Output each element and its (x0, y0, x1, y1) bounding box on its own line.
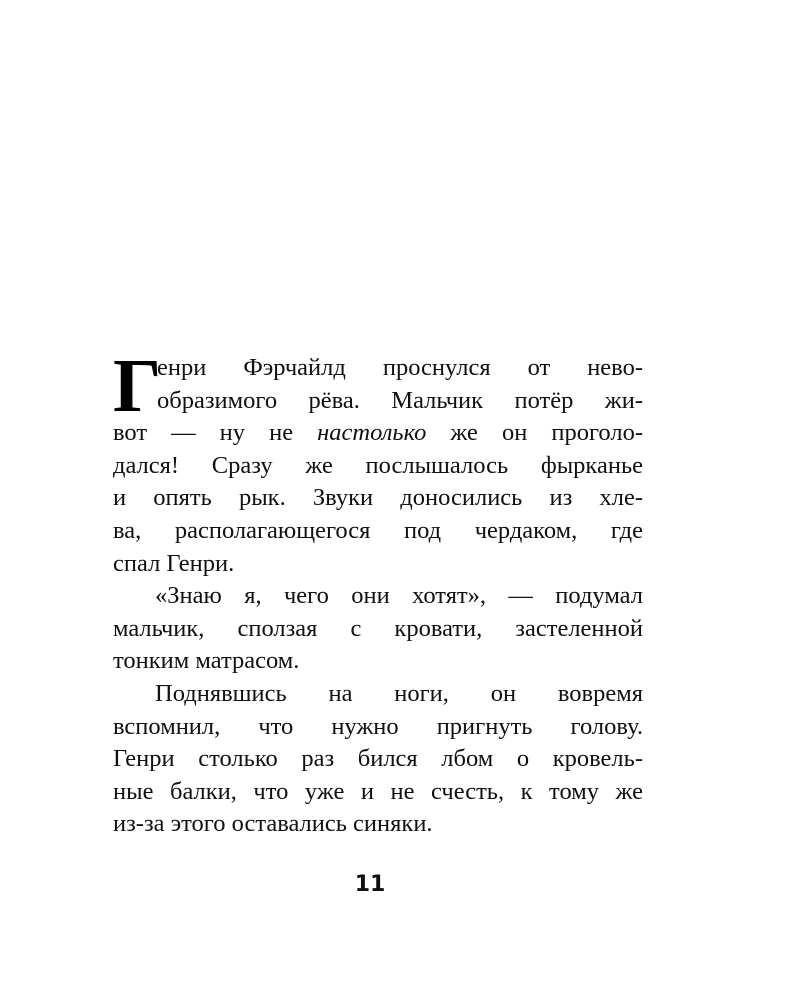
text-segment: же он проголо- (426, 419, 643, 447)
text-line: и опять рык. Звуки доносились из хле- (113, 484, 643, 512)
text-line: Поднявшись на ноги, он вовремя (155, 679, 643, 707)
text-line: Генри столько раз бился лбом о кровель- (113, 745, 643, 773)
text-line: тонким матрасом. (113, 647, 300, 675)
text-line: вспомнил, что нужно пригнуть голову. (113, 712, 643, 740)
page-number: 11 (354, 872, 386, 897)
emphasis-text: настолько (317, 419, 427, 447)
text-segment: вот — ну не (113, 419, 318, 447)
paragraph-2 (113, 580, 643, 678)
paragraph-3 (113, 678, 643, 841)
text-line: дался! Сразу же послышалось фырканье (113, 451, 643, 479)
text-line: мальчик, сползая с кровати, застеленной (113, 614, 643, 642)
text-line: ва, располагающегося под чердаком, где (113, 516, 643, 544)
text-line: из-за этого оставались синяки. (113, 810, 433, 838)
text-line: спал Генри. (113, 549, 235, 577)
text-line: «Знаю я, чего они хотят», — подумал (155, 582, 643, 610)
drop-cap (113, 344, 162, 428)
text-line: образимого рёва. Мальчик потёр жи- (157, 386, 643, 414)
text-line: ные балки, что уже и не счесть, к тому же (113, 777, 643, 805)
body-text (113, 344, 643, 841)
paragraph-1 (113, 344, 643, 580)
text-line (113, 417, 643, 450)
drop-cap-letter: Г (113, 344, 162, 428)
text-line: енри Фэрчайлд проснулся от нево- (157, 354, 643, 381)
